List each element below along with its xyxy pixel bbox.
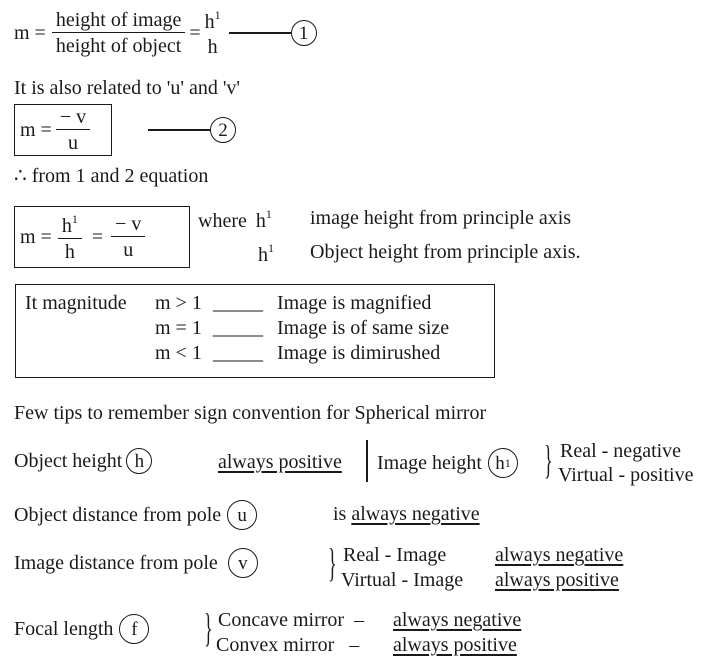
eq3-numerator-2: − v xyxy=(111,214,145,237)
eq1-h-numerator: $h^1$ xyxy=(204,8,221,33)
eq1-number-marker: 1 xyxy=(291,20,317,46)
eq3-fraction-2 xyxy=(111,214,145,260)
magnitude-blank: _____ xyxy=(213,317,263,339)
focal-length-symbol: f xyxy=(119,614,149,644)
magnitude-label: It magnitude xyxy=(25,292,127,314)
magnitude-row-1 xyxy=(155,293,431,313)
magnitude-desc: Image is magnified xyxy=(277,292,432,314)
where-label: where xyxy=(198,210,247,232)
where-row2-symbol: $h^1$ xyxy=(258,241,274,266)
image-height-real: Real - negative xyxy=(560,440,682,462)
equation-2 xyxy=(20,105,90,155)
tip-image-height-label: Image height h 1 xyxy=(377,448,518,478)
eq1-fraction xyxy=(52,10,186,56)
related-text: It is also related to 'u' and 'v' xyxy=(14,77,241,99)
where-row1-desc: image height from principle axis xyxy=(310,207,572,229)
image-height-symbol: h 1 xyxy=(488,448,518,478)
eq1-h-denominator: h xyxy=(207,36,218,58)
where-row1-symbol: $h^1$ xyxy=(255,207,272,232)
tip-object-distance: Object distance from pole u xyxy=(14,500,257,530)
eq2-leader-line xyxy=(148,129,210,131)
tip-image-distance: Image distance from pole v xyxy=(14,548,258,578)
magnitude-desc: Image is dimirushed xyxy=(277,342,441,364)
focal-convex-value: always positive xyxy=(393,634,517,656)
eq2-denominator: u xyxy=(67,132,78,154)
eq2-lhs: m = xyxy=(20,119,52,141)
image-distance-symbol: v xyxy=(228,548,258,578)
focal-concave-label: Concave mirror – xyxy=(218,609,365,631)
eq1-denominator: height of object xyxy=(55,35,182,57)
magnitude-blank: _____ xyxy=(213,292,263,314)
image-distance-virtual-value: always positive xyxy=(495,569,619,591)
divider-bar xyxy=(366,440,368,482)
image-distance-real-value: always negative xyxy=(495,544,624,566)
tips-title: Few tips to remember sign convention for Spherical mirror xyxy=(14,402,487,424)
magnitude-blank: _____ xyxy=(213,342,263,364)
image-distance-brace: } xyxy=(328,540,337,585)
magnitude-cond: m = 1 xyxy=(155,317,202,339)
eq3-lhs: m = xyxy=(20,226,52,248)
object-height-value: always positive xyxy=(218,451,342,473)
tip-focal-length: Focal length f xyxy=(14,614,149,644)
object-distance-value: is always negative xyxy=(333,503,480,525)
eq2-numerator: − v xyxy=(56,107,90,130)
equation-1 xyxy=(14,4,317,62)
eq2-number-marker: 2 xyxy=(210,117,236,143)
eq3-denominator-1: h xyxy=(64,240,75,263)
eq1-equals: = xyxy=(189,22,201,44)
eq3-denominator-2: u xyxy=(123,239,134,261)
object-distance-symbol: u xyxy=(227,500,257,530)
image-distance-virtual-label: Virtual - Image xyxy=(341,569,464,591)
therefore-text: ∴ from 1 and 2 equation xyxy=(14,165,209,187)
eq1-leader-line xyxy=(229,32,291,34)
magnitude-cond: m < 1 xyxy=(155,342,202,364)
eq3-numerator-1: $h^1$ xyxy=(58,213,82,239)
where-row2-desc: Object height from principle axis. xyxy=(310,241,581,263)
focal-concave-value: always negative xyxy=(393,609,522,631)
object-height-symbol: h xyxy=(126,448,152,474)
eq1-lhs: m = xyxy=(14,22,46,44)
image-height-brace: } xyxy=(544,437,553,482)
tip-object-height-label: Object height h xyxy=(14,448,152,474)
image-height-virtual: Virtual - positive xyxy=(558,464,694,486)
magnitude-row-3 xyxy=(155,343,440,363)
focal-convex-label: Convex mirror – xyxy=(216,634,360,656)
focal-length-brace: } xyxy=(204,605,213,650)
magnitude-row-2 xyxy=(155,318,449,338)
equation-3 xyxy=(20,208,145,266)
image-distance-real-label: Real - Image xyxy=(343,544,447,566)
magnitude-cond: m > 1 xyxy=(155,292,202,314)
eq2-marker-group xyxy=(148,117,236,143)
where-row-1 xyxy=(198,208,272,231)
eq3-fraction-1 xyxy=(58,213,82,262)
eq1-h-fraction xyxy=(203,9,223,57)
magnitude-desc: Image is of same size xyxy=(277,317,450,339)
eq1-numerator: height of image xyxy=(52,10,186,33)
eq3-equals: = xyxy=(91,226,104,248)
eq2-fraction xyxy=(56,107,90,153)
